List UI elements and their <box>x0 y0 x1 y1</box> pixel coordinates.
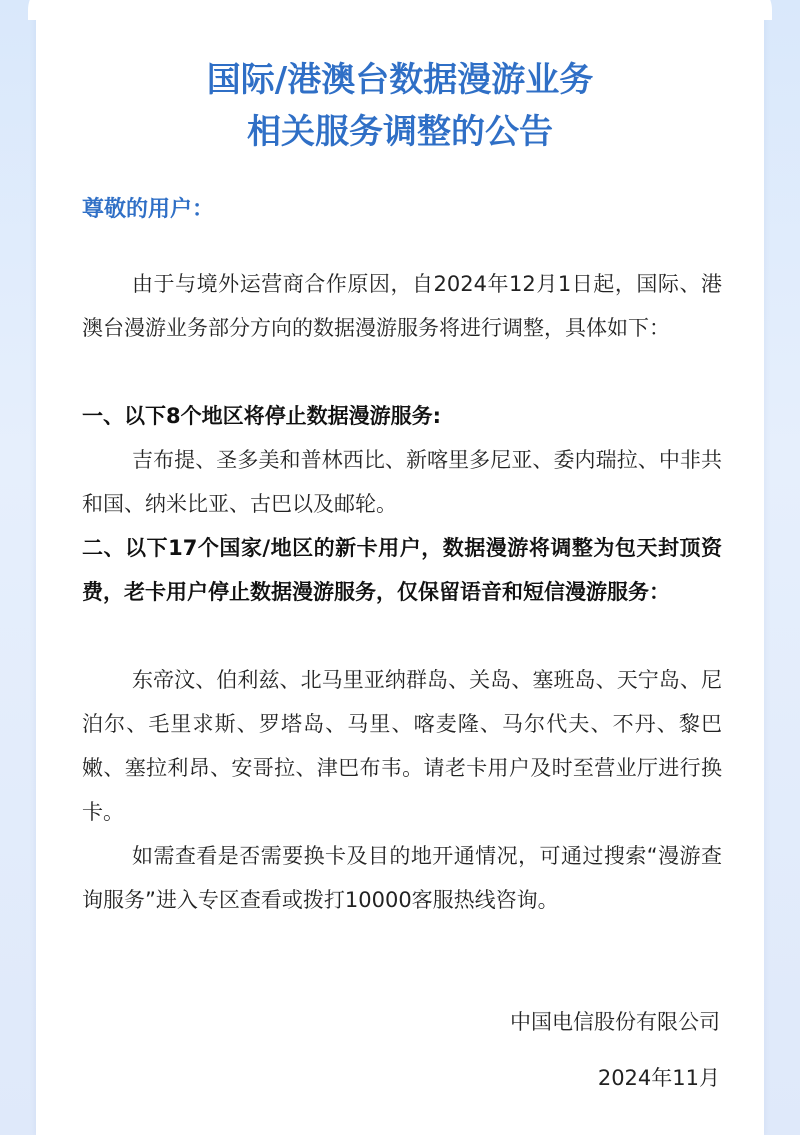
closing-paragraph: 如需查看是否需要换卡及目的地开通情况，可通过搜索“漫游查询服务”进入专区查看或拨打10000客服热线咨询。 <box>82 844 722 912</box>
section2-heading: 二、以下17个国家/地区的新卡用户，数据漫游将调整为包天封顶资费，老卡用户停止数据漫游服务，仅保留语音和短信漫游服务： <box>82 536 722 604</box>
notice-title-line1: 国际/港澳台数据漫游业务 <box>206 60 594 100</box>
intro-paragraph: 由于与境外运营商合作原因，自2024年12月1日起，国际、港澳台漫游业务部分方向的数据漫游服务将进行调整，具体如下： <box>82 272 722 340</box>
section2-list: 东帝汶、伯利兹、北马里亚纳群岛、关岛、塞班岛、天宁岛、尼泊尔、毛里求斯、罗塔岛、马里、喀麦隆、马尔代夫、不丹、黎巴嫩、塞拉利昂、安哥拉、津巴布韦。请老卡用户及时至营业厅进行换卡。 <box>82 668 722 824</box>
section1-list: 吉布提、圣多美和普林西比、新喀里多尼亚、委内瑞拉、中非共和国、纳米比亚、古巴以及邮轮。 <box>82 448 722 516</box>
section1-heading: 一、以下8个地区将停止数据漫游服务: <box>82 404 442 428</box>
company-signature: 中国电信股份有限公司 <box>510 1010 720 1034</box>
notice-date: 2024年11月 <box>597 1066 720 1090</box>
notice-title-line2: 相关服务调整的公告 <box>247 112 553 152</box>
greeting: 尊敬的用户： <box>82 197 215 222</box>
